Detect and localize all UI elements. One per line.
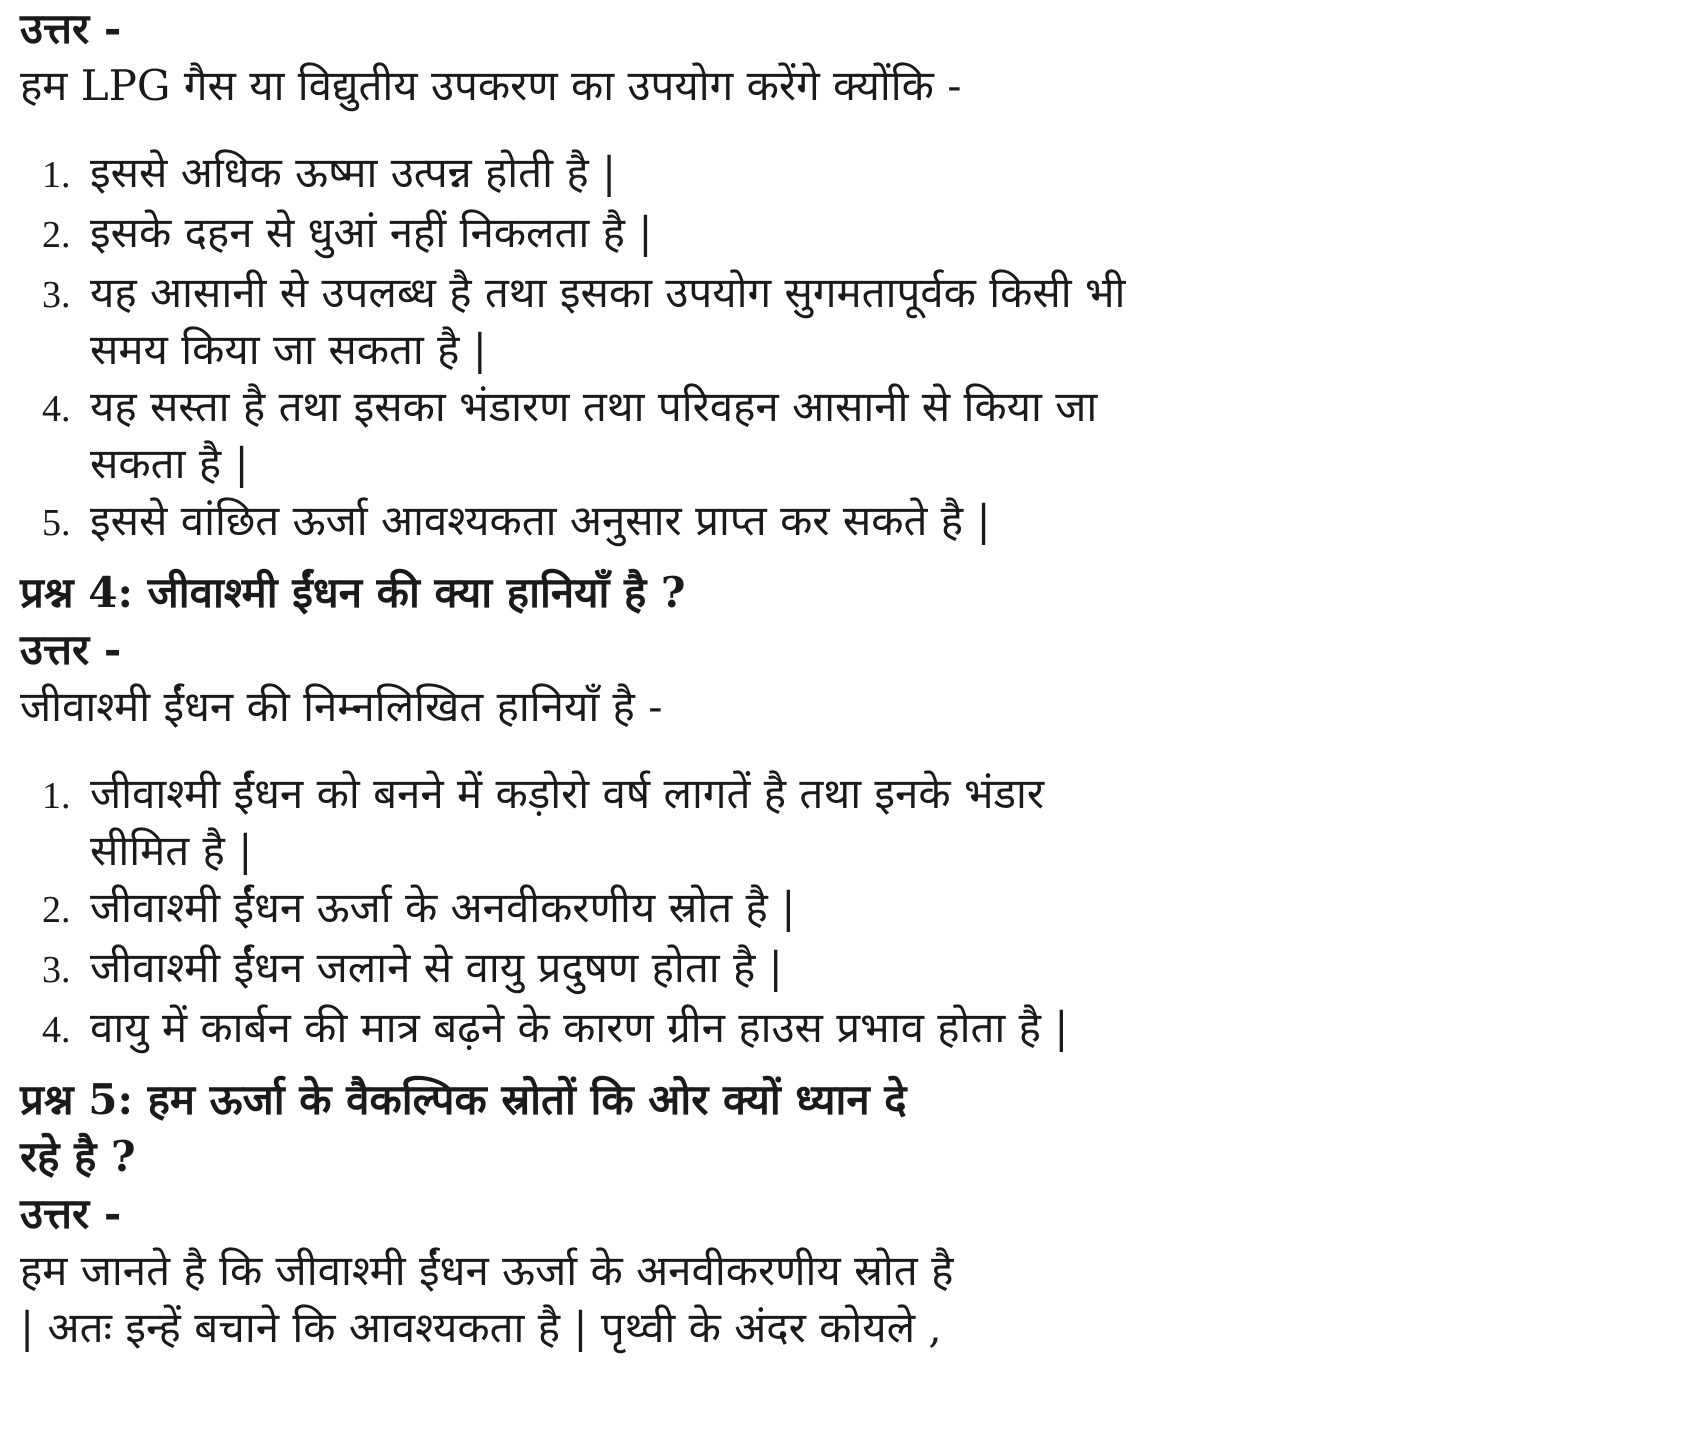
list-item-text: इससे वांछित ऊर्जा आवश्यकता अनुसार प्राप्त कर सकते है | (90, 496, 991, 545)
answer-intro: जीवाश्मी ईंधन की निम्नलिखित हानियाँ है - (20, 682, 663, 731)
list-item-text: जीवाश्मी ईंधन ऊर्जा के अनवीकरणीय स्रोत है | (90, 883, 796, 932)
list-item-number: 4. (42, 1009, 71, 1051)
list-item (42, 204, 1660, 264)
list-item-number: 5. (42, 502, 71, 544)
list-item-text: यह आसानी से उपलब्ध है तथा इसका उपयोग सुगमतापूर्वक किसी भी समय किया जा सकता है | (90, 268, 1126, 374)
list-item-number: 2. (42, 214, 71, 256)
list-item-number: 3. (42, 949, 71, 991)
list-item-text: यह सस्ता है तथा इसका भंडारण तथा परिवहन आसानी से किया जा सकता है | (90, 382, 1098, 488)
list-item (42, 879, 1660, 939)
numbered-list (20, 144, 1660, 552)
answer-body-line: | अतः इन्हें बचाने कि आवश्यकता है | पृथ्वी के अंदर कोयले , (20, 1303, 942, 1352)
list-item-number: 1. (42, 154, 71, 196)
question-heading: प्रश्न 5: हम ऊर्जा के वैकल्पिक स्रोतों कि ओर क्यों ध्यान दे (20, 1075, 907, 1124)
answer-intro: हम LPG गैस या विद्युतीय उपकरण का उपयोग करेंगे क्योंकि - (20, 61, 962, 110)
list-item (42, 144, 1660, 204)
spacer (20, 1059, 1660, 1071)
list-item-text: जीवाश्मी ईंधन जलाने से वायु प्रदुषण होता है | (90, 943, 783, 992)
list-item-number: 3. (42, 274, 71, 316)
answer-label: उत्तर - (20, 625, 122, 674)
list-item (42, 378, 1660, 492)
answer-label: उत्तर - (20, 1189, 122, 1238)
list-item-text: वायु में कार्बन की मात्र बढ़ने के कारण ग्रीन हाउस प्रभाव होता है | (90, 1003, 1069, 1052)
list-item (42, 939, 1660, 999)
list-item (42, 765, 1660, 879)
list-item (42, 264, 1660, 378)
list-item-text: इसके दहन से धुआं नहीं निकलता है | (90, 208, 653, 257)
list-item (42, 999, 1660, 1059)
spacer (20, 735, 1660, 765)
spacer (20, 114, 1660, 144)
list-item (42, 492, 1660, 552)
document-page (20, 0, 1660, 1356)
spacer (20, 552, 1660, 564)
numbered-list (20, 765, 1660, 1059)
list-item-number: 4. (42, 388, 71, 430)
list-item-text: जीवाश्मी ईंधन को बनने में कड़ोरो वर्ष लागतें है तथा इनके भंडार सीमित है | (90, 769, 1045, 875)
answer-body-line: हम जानते है कि जीवाश्मी ईंधन ऊर्जा के अनवीकरणीय स्रोत है (20, 1246, 954, 1295)
answer-label: उत्तर - (20, 4, 122, 53)
list-item-number: 1. (42, 775, 71, 817)
list-item-text: इससे अधिक ऊष्मा उत्पन्न होती है | (90, 148, 617, 197)
question-heading-continued: रहे है ? (20, 1132, 136, 1181)
list-item-number: 2. (42, 889, 71, 931)
question-heading: प्रश्न 4: जीवाश्मी ईंधन की क्या हानियाँ है ? (20, 568, 686, 617)
